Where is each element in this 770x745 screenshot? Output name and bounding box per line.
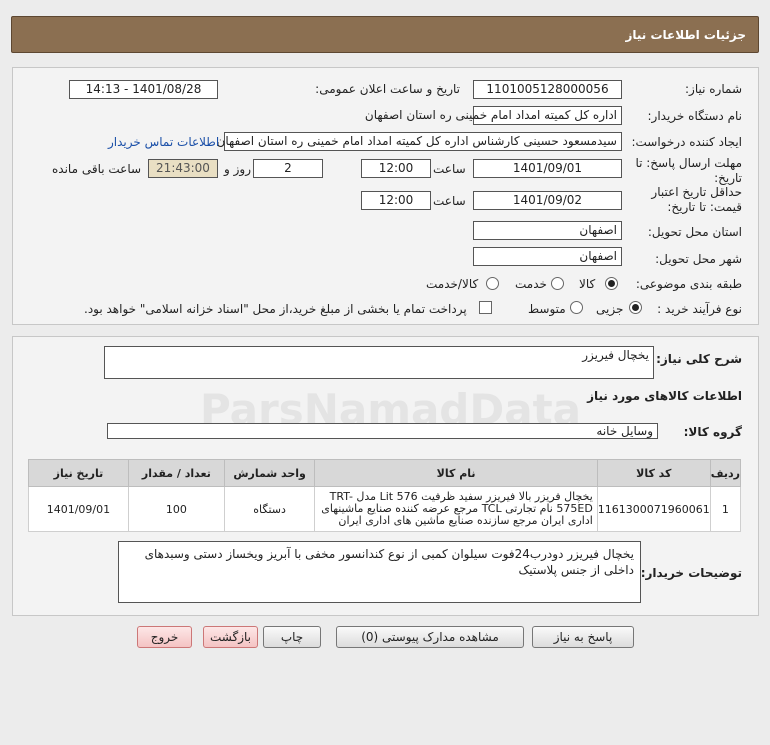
buyer-notes-field: یخچال فیریزر دودرب24فوت سیلوان کمبی از نوع کندانسور مخفی با آبریز ویخساز دستی وسبدهای داخلی از جنس پلاستیک bbox=[118, 541, 641, 603]
need-number-label: شماره نیاز: bbox=[685, 82, 742, 96]
deadline-time-field: 12:00 bbox=[361, 159, 431, 178]
col-unit: واحد شمارش bbox=[224, 460, 315, 487]
need-desc-field: یخچال فیریزر bbox=[104, 346, 654, 379]
back-button[interactable]: بازگشت bbox=[203, 626, 258, 648]
days-field: 2 bbox=[253, 159, 323, 178]
buyer-label: نام دستگاه خریدار: bbox=[647, 109, 742, 123]
validity-label: حداقل تاریخ اعتبار قیمت: تا تاریخ: bbox=[651, 185, 742, 214]
col-name: نام کالا bbox=[315, 460, 597, 487]
validity-time-label: ساعت bbox=[433, 194, 466, 208]
validity-date-field: 1401/09/02 bbox=[473, 191, 622, 210]
cell-name: یخچال فریزر بالا فیریزر سفید ظرفیت 576 Lit مدل TRT-575ED نام تجارتی TCL مرجع عرضه کننده صنایع ماشینهای اداری ایران مرجع سازنده صنایع ماشین های اداری ایران bbox=[315, 487, 597, 532]
process-label: نوع فرآیند خرید : bbox=[657, 302, 742, 316]
category-radio-goods[interactable] bbox=[605, 277, 618, 290]
buyer-field: اداره کل کمیته امداد امام خمینی ره استان اصفهان bbox=[473, 106, 622, 125]
payment-note: پرداخت تمام یا بخشی از مبلغ خرید،از محل "اسناد خزانه اسلامی" خواهد بود. bbox=[84, 302, 467, 316]
exit-button[interactable]: خروج bbox=[137, 626, 192, 648]
col-date: تاریخ نیاز bbox=[29, 460, 129, 487]
need-number-field: 1101005128000056 bbox=[473, 80, 622, 99]
category-option-goods: کالا bbox=[579, 277, 596, 291]
category-option-both: کالا/خدمت bbox=[426, 277, 479, 291]
page-title: جزئیات اطلاعات نیاز bbox=[625, 28, 746, 42]
col-qty: تعداد / مقدار bbox=[128, 460, 224, 487]
page-header bbox=[11, 16, 759, 53]
announce-field: 1401/08/28 - 14:13 bbox=[69, 80, 218, 99]
validity-time-field: 12:00 bbox=[361, 191, 431, 210]
category-radio-both[interactable] bbox=[486, 277, 499, 290]
treasury-payment-checkbox[interactable] bbox=[479, 301, 492, 314]
table-row bbox=[29, 487, 741, 532]
process-radio-medium[interactable] bbox=[570, 301, 583, 314]
province-label: استان محل تحویل: bbox=[647, 225, 742, 239]
need-desc-label: شرح کلی نیاز: bbox=[656, 352, 742, 366]
cell-code: 1161300071960061 bbox=[597, 487, 710, 532]
view-documents-button[interactable]: مشاهده مدارک پیوستی (0) bbox=[336, 626, 524, 648]
goods-group-label: گروه کالا: bbox=[683, 425, 742, 439]
process-radio-minor[interactable] bbox=[629, 301, 642, 314]
col-row: ردیف bbox=[710, 460, 740, 487]
col-code: کد کالا bbox=[597, 460, 710, 487]
cell-row: 1 bbox=[710, 487, 740, 532]
cell-date: 1401/09/01 bbox=[29, 487, 129, 532]
creator-field: سیدمسعود حسینی کارشناس اداره کل کمیته امداد امام خمینی ره استان اصفهان bbox=[224, 132, 622, 151]
process-option-minor: جزیی bbox=[596, 302, 624, 316]
cell-qty: 100 bbox=[128, 487, 224, 532]
goods-info-title: اطلاعات کالاهای مورد نیاز bbox=[587, 389, 742, 403]
reply-button[interactable]: پاسخ به نیاز bbox=[532, 626, 634, 648]
announce-label: تاریخ و ساعت اعلان عمومی: bbox=[315, 82, 460, 96]
remaining-label: ساعت باقی مانده bbox=[52, 162, 142, 176]
province-field: اصفهان bbox=[473, 221, 622, 240]
cell-unit: دستگاه bbox=[224, 487, 315, 532]
deadline-time-label: ساعت bbox=[433, 162, 466, 176]
days-label: روز و bbox=[224, 162, 251, 176]
category-radio-service[interactable] bbox=[551, 277, 564, 290]
process-option-medium: متوسط bbox=[528, 302, 566, 316]
deadline-date-field: 1401/09/01 bbox=[473, 159, 622, 178]
goods-group-field: وسایل خانه bbox=[107, 423, 658, 439]
category-option-service: خدمت bbox=[515, 277, 547, 291]
city-label: شهر محل تحویل: bbox=[655, 252, 742, 266]
deadline-label: مهلت ارسال پاسخ: تا تاریخ: bbox=[635, 156, 742, 185]
contact-info-link[interactable]: اطلاعات تماس خریدار bbox=[108, 135, 220, 149]
buyer-notes-label: توضیحات خریدار: bbox=[640, 566, 742, 580]
remaining-time-field: 21:43:00 bbox=[148, 159, 218, 178]
city-field: اصفهان bbox=[473, 247, 622, 266]
print-button[interactable]: چاپ bbox=[263, 626, 321, 648]
category-label: طبقه بندی موضوعی: bbox=[635, 277, 742, 291]
goods-table bbox=[28, 459, 741, 532]
creator-label: ایجاد کننده درخواست: bbox=[631, 135, 742, 149]
